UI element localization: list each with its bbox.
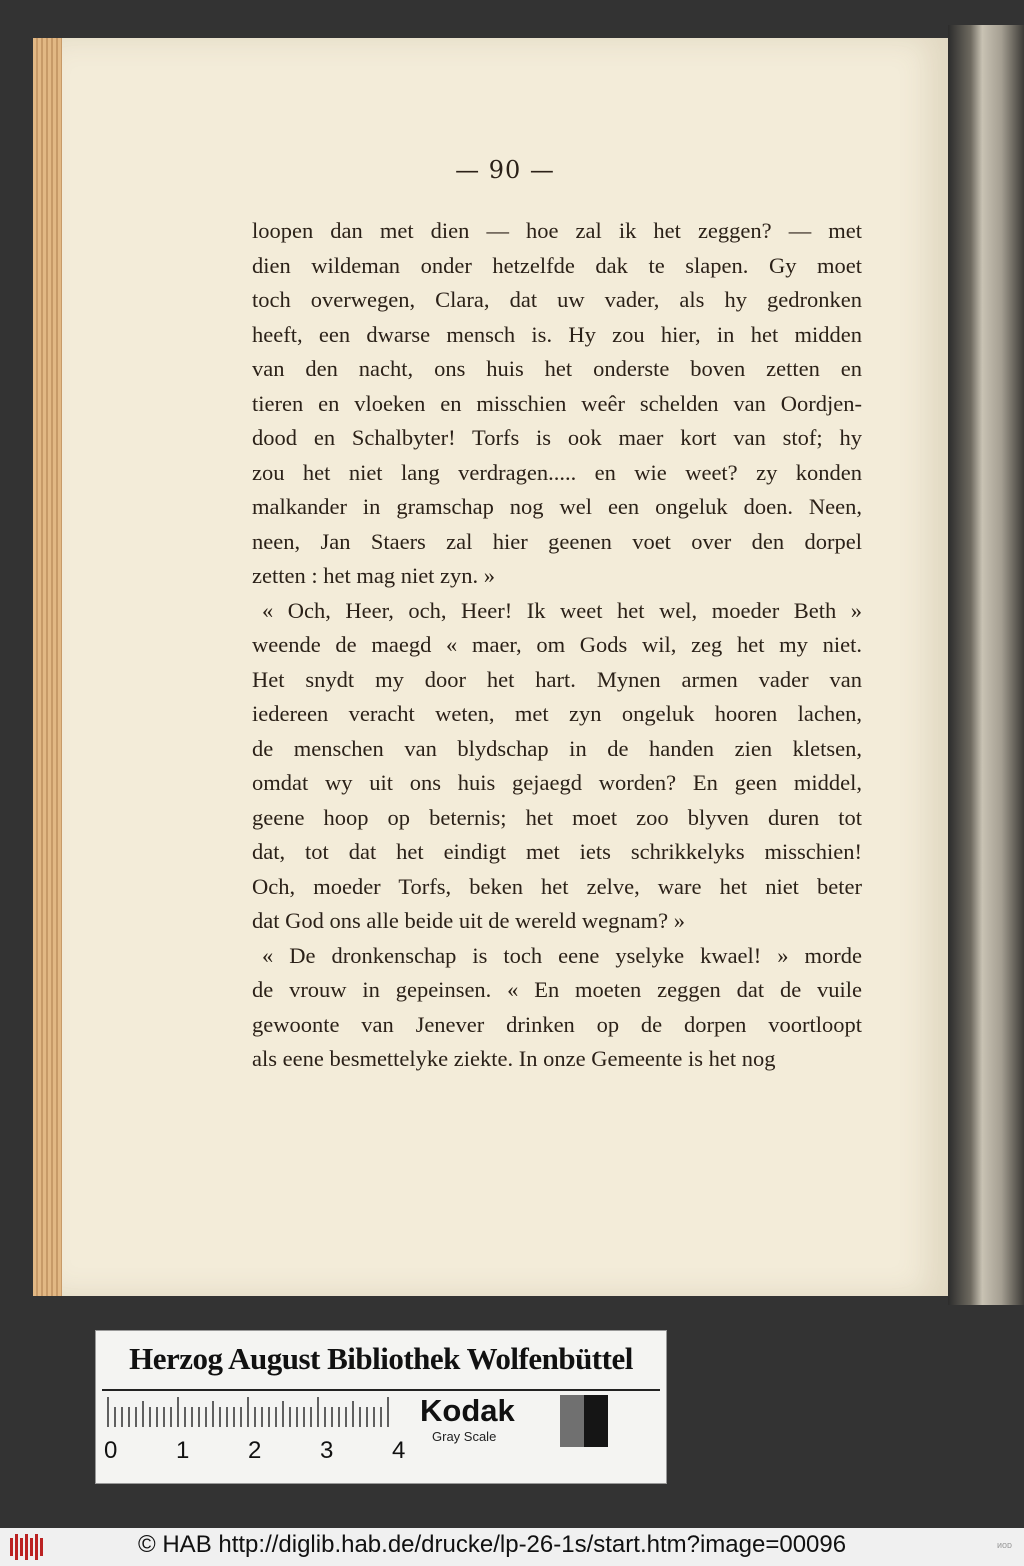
ruler-number: 0 <box>104 1437 118 1464</box>
source-url[interactable]: © HAB http://diglib.hab.de/drucke/lp-26-1s/start.htm?image=00096 <box>138 1531 847 1558</box>
ruler-scale <box>106 1397 396 1427</box>
text-line: dat, tot dat het eindigt met iets schrikkelyks misschien! <box>252 839 862 864</box>
text-line: Het snydt my door het hart. Mynen armen vader van <box>252 666 862 692</box>
kodak-logo: Kodak <box>420 1393 515 1428</box>
text-line: malkander in gramschap nog wel een ongeluk doen. Neen, <box>252 494 862 519</box>
text-line: de vrouw in gepeinsen. « En moeten zeggen dat de vuile <box>252 977 862 1002</box>
gray-scale-patches <box>536 1395 608 1447</box>
text-line: heeft, een dwarse mensch is. Hy zou hier, in het midden <box>252 321 862 347</box>
text-line: geene hoop op beternis; het moet zoo blyven duren tot <box>252 804 862 830</box>
gray-patch-black <box>584 1395 608 1447</box>
text-line: dat God ons alle beide uit de wereld wegnam? » <box>252 908 685 933</box>
library-name: Herzog August Bibliothek Wolfenbüttel <box>129 1341 633 1376</box>
text-line: « Och, Heer, och, Heer! Ik weet het wel, moeder Beth » <box>262 597 862 623</box>
text-line: iedereen veracht weten, met zyn ongeluk hooren lachen, <box>252 701 862 726</box>
ruler-number: 2 <box>248 1437 262 1464</box>
ruler-number: 1 <box>176 1437 190 1464</box>
text-line: neen, Jan Staers zal hier geenen voet over den dorpel <box>252 528 862 554</box>
text-line: dien wildeman onder hetzelfde dak te slapen. Gy moet <box>252 252 862 278</box>
gray-patch-mid <box>560 1395 584 1447</box>
text-line: dood en Schalbyter! Torfs is ook maer kort van stof; hy <box>252 425 862 450</box>
ruler-number: 3 <box>320 1437 334 1464</box>
book-binding-edge <box>948 25 1024 1305</box>
footer-mark: ᴎᴏᴅ <box>997 1540 1012 1550</box>
footer-bar <box>0 1528 1024 1566</box>
page-stack-edge <box>33 38 63 1296</box>
text-line: weende de maegd « maer, om Gods wil, zeg het my niet. <box>252 632 862 657</box>
ruler-number: 4 <box>392 1437 406 1464</box>
text-line: zou het niet lang verdragen..... en wie weet? zy konden <box>252 459 862 485</box>
ruler-numbers <box>104 1437 404 1467</box>
hab-barcode-icon <box>10 1534 44 1560</box>
library-color-card <box>95 1330 667 1484</box>
text-line: toch overwegen, Clara, dat uw vader, als hy gedronken <box>252 287 862 312</box>
text-line: als eene besmettelyke ziekte. In onze Gemeente is het nog <box>252 1046 776 1071</box>
text-line: zetten : het mag niet zyn. » <box>252 563 496 588</box>
book-page <box>62 38 948 1296</box>
page-number: — 90 — <box>455 156 555 184</box>
kodak-subtitle: Gray Scale <box>432 1429 497 1444</box>
gray-patch-white <box>536 1395 560 1447</box>
text-line: de menschen van blydschap in de handen zien kletsen, <box>252 735 862 761</box>
card-divider <box>102 1389 660 1391</box>
text-line: loopen dan met dien — hoe zal ik het zeggen? — met <box>252 218 862 243</box>
text-line: « De dronkenschap is toch eene yselyke kwael! » morde <box>262 942 862 968</box>
text-line: gewoonte van Jenever drinken op de dorpen voortloopt <box>252 1011 862 1037</box>
text-line: omdat wy uit ons huis gejaegd worden? En geen middel, <box>252 770 862 795</box>
text-line: Och, moeder Torfs, beken het zelve, ware het niet beter <box>252 873 862 899</box>
body-text <box>252 214 862 1077</box>
text-line: tieren en vloeken en misschien weêr schelden van Oordjen- <box>252 390 862 416</box>
text-line: van den nacht, ons huis het onderste boven zetten en <box>252 356 862 381</box>
